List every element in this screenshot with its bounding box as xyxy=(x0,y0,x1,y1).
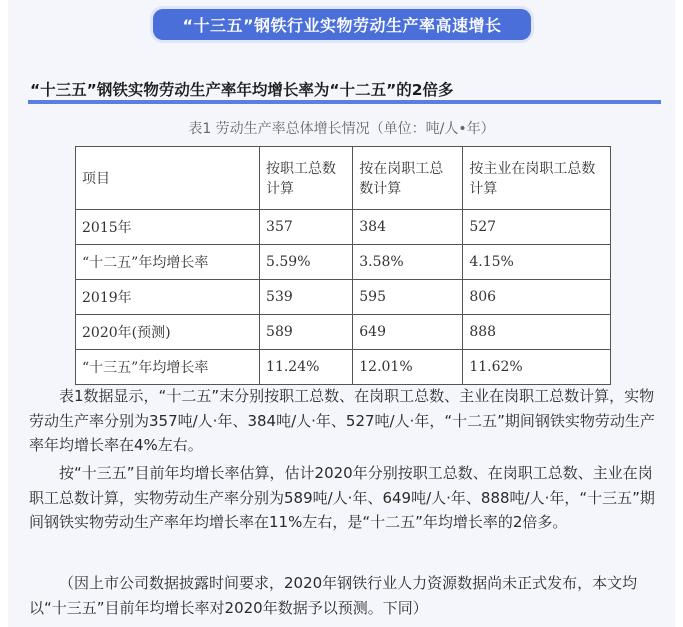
table-cell: 589 xyxy=(260,315,353,350)
banner-title: “十三五”钢铁行业实物劳动生产率高速增长 xyxy=(153,9,531,40)
table-cell: 539 xyxy=(260,280,353,315)
header-cell-onduty-staff: 按在岗职工总数计算 xyxy=(353,147,463,210)
productivity-table xyxy=(75,146,611,385)
table-cell: 806 xyxy=(463,280,611,315)
table-row xyxy=(76,245,611,280)
row-label: “十三五”年均增长率 xyxy=(76,350,260,385)
row-label: “十二五”年均增长率 xyxy=(76,245,260,280)
table-cell: 12.01% xyxy=(353,350,463,385)
row-label: 2015年 xyxy=(76,210,260,245)
header-cell-core-onduty-staff: 按主业在岗职工总数计算 xyxy=(463,147,611,210)
table-cell: 4.15% xyxy=(463,245,611,280)
table-cell: 595 xyxy=(353,280,463,315)
table-cell: 357 xyxy=(260,210,353,245)
table-cell: 11.62% xyxy=(463,350,611,385)
section-underline xyxy=(28,100,661,104)
table-cell: 888 xyxy=(463,315,611,350)
header-cell-item: 项目 xyxy=(76,147,260,210)
table-row xyxy=(76,315,611,350)
table-cell: 384 xyxy=(353,210,463,245)
table-cell: 649 xyxy=(353,315,463,350)
table-row xyxy=(76,280,611,315)
row-label: 2019年 xyxy=(76,280,260,315)
table-cell: 5.59% xyxy=(260,245,353,280)
section-title: “十三五”钢铁实物劳动生产率年均增长率为“十二五”的2倍多 xyxy=(30,81,454,99)
table-cell: 527 xyxy=(463,210,611,245)
paragraph-1: 表1数据显示，“十二五”末分别按职工总数、在岗职工总数、主业在岗职工总数计算，实物劳动生产率分别为357吨/人·年、384吨/人·年、527吨/人·年，“十二五”期间钢铁实物劳动生产率年均增长率在4%左右。 xyxy=(29,387,655,454)
table-cell: 11.24% xyxy=(260,350,353,385)
row-label: 2020年(预测) xyxy=(76,315,260,350)
table-row xyxy=(76,210,611,245)
paragraph-2: 按“十三五”目前年均增长率估算，估计2020年分别按职工总数、在岗职工总数、主业在岗职工总数计算，实物劳动生产率分别为589吨/人·年、649吨/人·年、888吨/人·年，“十三五”期间钢铁实物劳动生产率年均增长率在11%左右，是“十二五”年均增长率的2倍多。 xyxy=(29,464,655,531)
table-header-row xyxy=(76,147,611,210)
paragraph-3: （因上市公司数据披露时间要求，2020年钢铁行业人力资源数据尚未正式发布，本文均以“十三五”目前年均增长率对2020年数据予以预测。下同） xyxy=(29,574,638,617)
section-header xyxy=(28,70,661,104)
table-cell: 3.58% xyxy=(353,245,463,280)
table-caption: 表1 劳动生产率总体增长情况（单位：吨/人•年） xyxy=(188,121,495,137)
table-row xyxy=(76,350,611,385)
header-cell-all-staff: 按职工总数计算 xyxy=(260,147,353,210)
